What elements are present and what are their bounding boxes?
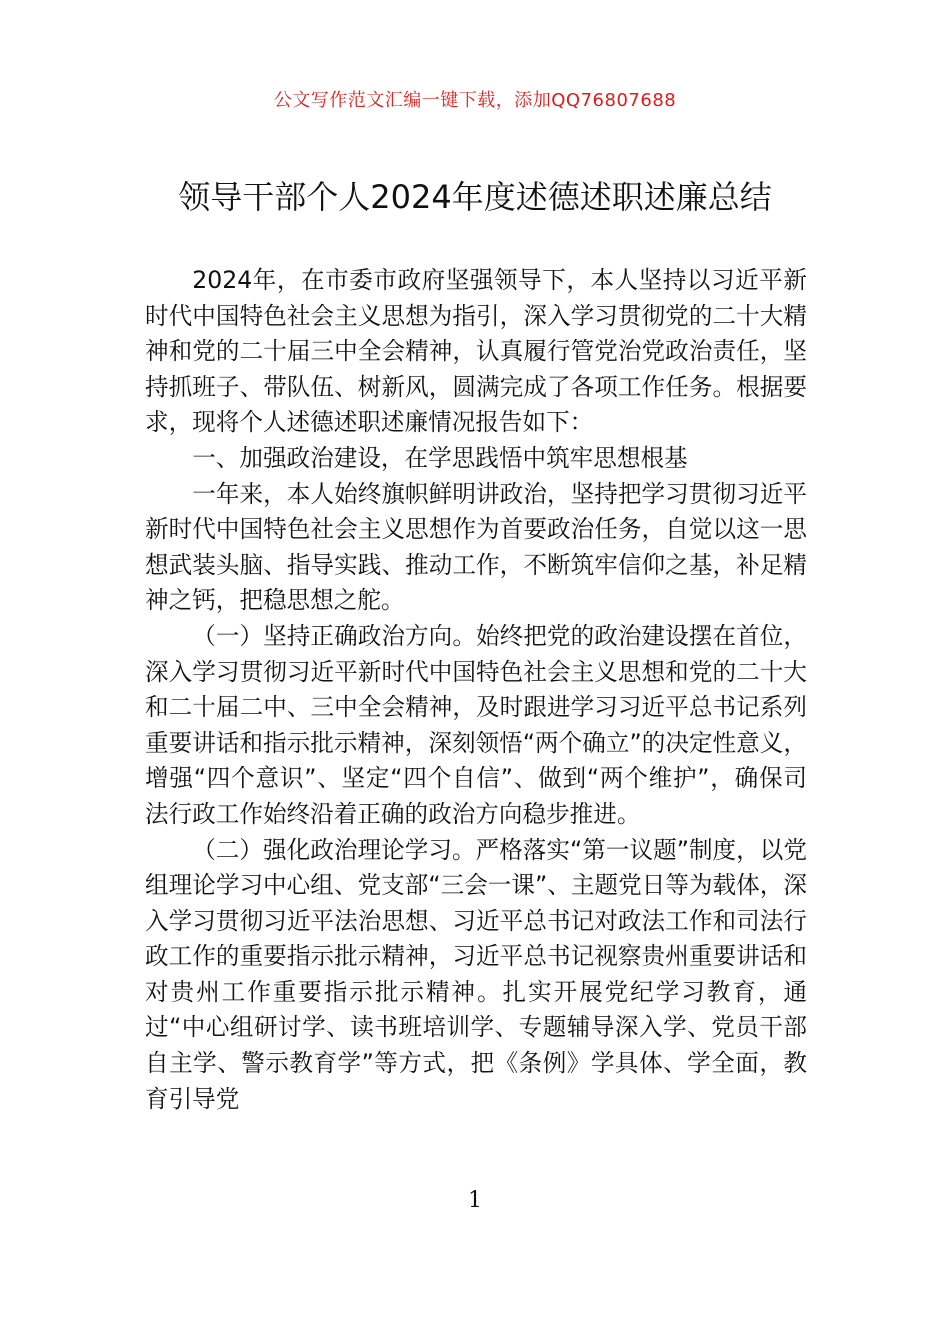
document-body xyxy=(145,263,807,1117)
section-1-intro-paragraph: 一年来，本人始终旗帜鲜明讲政治，坚持把学习贯彻习近平新时代中国特色社会主义思想作为首要政治任务，自觉以这一思想武装头脑、指导实践、推动工作，不断筑牢信仰之基，补足精神之钙，把稳思想之舵。 xyxy=(145,479,807,615)
document-title: 领导干部个人2024年度述德述职述廉总结 xyxy=(178,178,772,216)
subsection-1-paragraph: （一）坚持正确政治方向。始终把党的政治建设摆在首位，深入学习贯彻习近平新时代中国特色社会主义思想和党的二十大和二十届二中、三中全会精神，及时跟进学习习近平总书记系列重要讲话和指示批示精神，深刻领悟“两个确立”的决定性意义，增强“四个意识”、坚定“四个自信”、做到“两个维护”，确保司法行政工作始终沿着正确的政治方向稳步推进。 xyxy=(145,621,807,828)
subsection-2-paragraph: （二）强化政治理论学习。严格落实“第一议题”制度，以党组理论学习中心组、党支部“三会一课”、主题党日等为载体，深入学习贯彻习近平法治思想、习近平总书记对政法工作和司法行政工作的重要指示批示精神，习近平总书记视察贵州重要讲话和对贵州工作重要指示批示精神。扎实开展党纪学习教育，通过“中心组研讨学、读书班培训学、专题辅导深入学、党员干部自主学、警示教育学”等方式，把《条例》学具体、学全面，教育引导党 xyxy=(145,835,807,1113)
header-ad-text: 公文写作范文汇编一键下载，添加QQ76807688 xyxy=(273,90,677,111)
page-number: 1 xyxy=(468,1188,482,1213)
intro-paragraph: 2024年，在市委市政府坚强领导下，本人坚持以习近平新时代中国特色社会主义思想为指引，深入学习贯彻党的二十大精神和党的二十届三中全会精神，认真履行管党治党政治责任，坚持抓班子、带队伍、树新风，圆满完成了各项工作任务。根据要求，现将个人述德述职述廉情况报告如下： xyxy=(145,266,807,437)
section-heading-1: 一、加强政治建设，在学思践悟中筑牢思想根基 xyxy=(192,443,688,472)
